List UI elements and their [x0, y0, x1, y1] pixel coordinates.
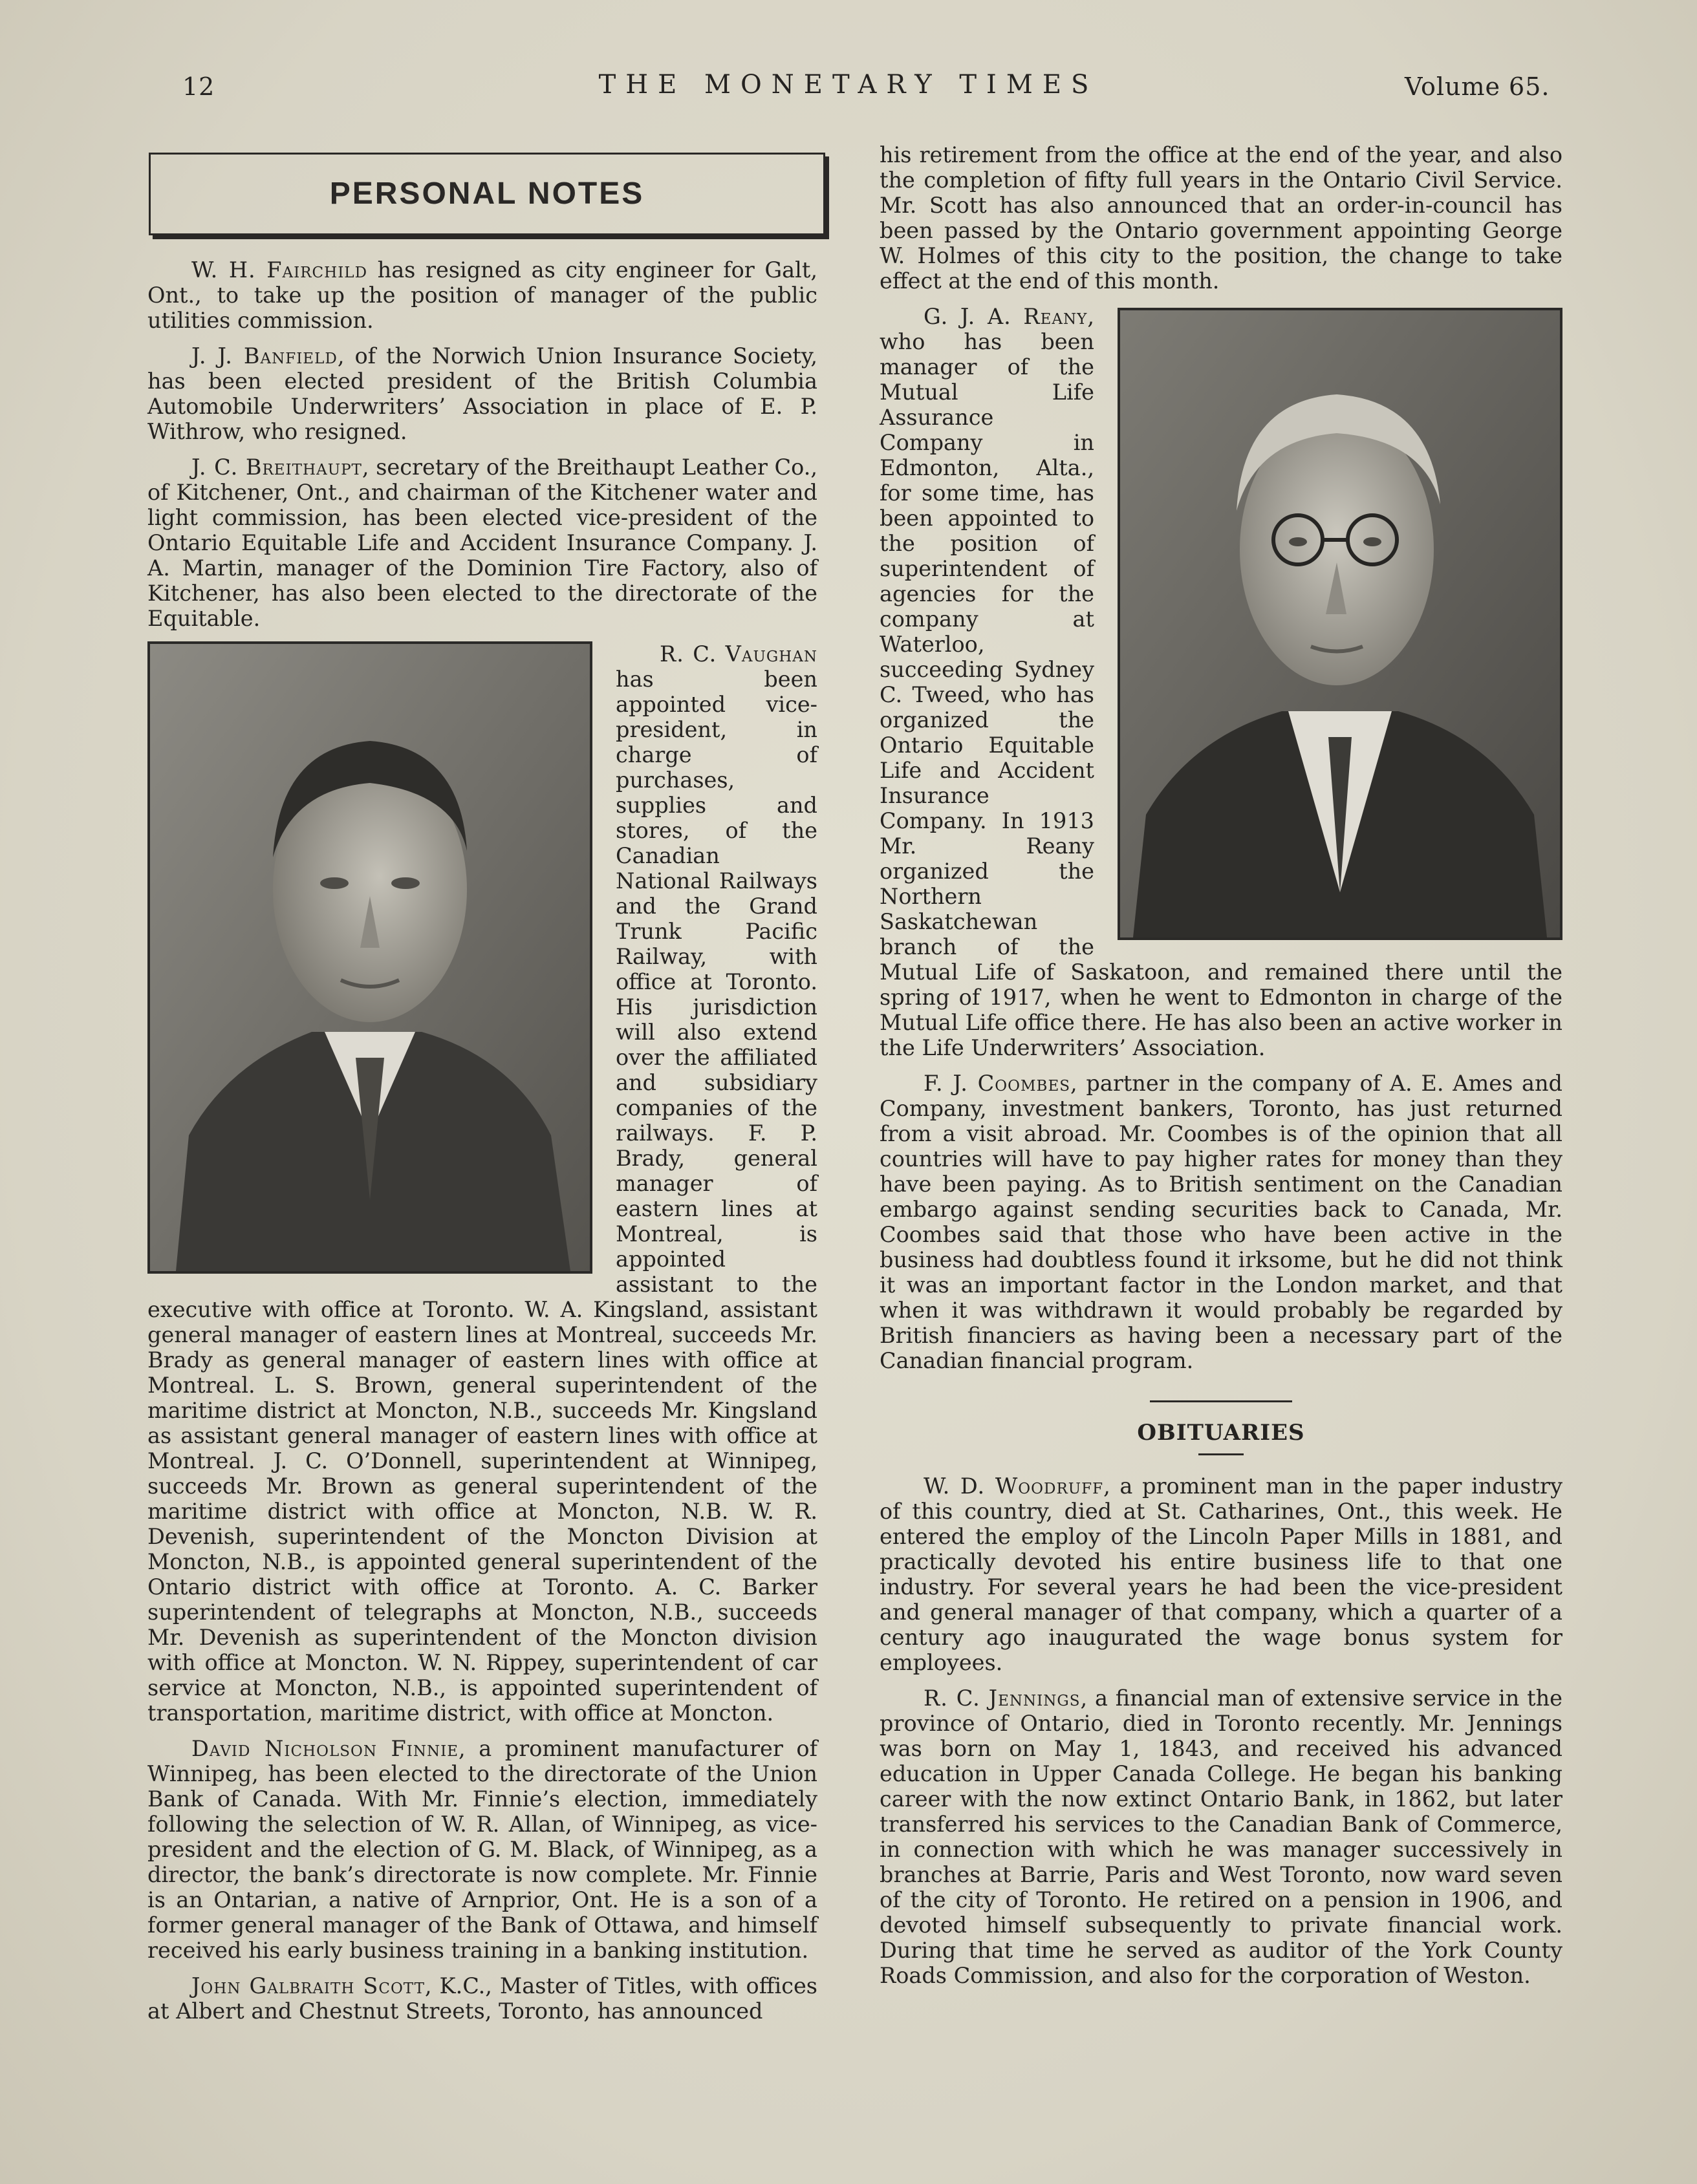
note-text: has resigned as city engineer for Galt, Ont., to take up the position of manager of the public utilities commission. [147, 257, 817, 333]
note-text: , partner in the company of A. E. Ames and Company, investment bankers, Toronto, has just returned from a visit abroad. Mr. Coombes is of the opinion that all countries will have to pay higher rates for money than they have been paying. As to British sentiment on the Canadian embargo against sending securities back to Canada, Mr. Coombes said that those who have been active in the business had doubtless found it irksome, but he did not think it was an important factor in the London market, and that when it was withdrawn it would probably be regarded by British financiers as having been a necessary part of the Canadian financial program. [880, 1071, 1563, 1373]
person-name: R. C. Jennings [924, 1686, 1081, 1711]
person-name: J. C. Breithaupt [191, 455, 362, 480]
person-name: G. J. A. Reany [924, 304, 1088, 329]
note-text: , of the Norwich Union Insurance Society, has been elected president of the British Columbia Automobile Underwriters’ Association in place of E. P. Withrow, who resigned. [147, 343, 817, 444]
person-name: W. H. Fairchild [191, 257, 368, 283]
person-name: R. C. Vaughan [660, 641, 817, 667]
section-divider [1150, 1400, 1292, 1402]
note-text: , who has been manager of the Mutual Life Assurance Company in Edmonton, Alta., for some time, has been appointed to the position of superintendent of agencies for the company at Waterloo, succeeding Sydney C. Tweed, who has organized the Ontario Equitable Life and Accident Insurance Company. In 1913 Mr. Reany organized the Northern Saskatchewan branch of the Mutual Life of Saskatoon, and remained there until the spring of 1917, when he went to Edmonton in charge of the Mutual Life office there. He has also been an active worker in the Life Underwriters’ Association. [880, 304, 1562, 1060]
note-scott-continued: his retirement from the office at the end of the year, and also the completion of fifty full years in the Ontario Civil Service. Mr. Scott has also announced that an order-in-council has been passed by the Ontario government appointing George W. Holmes of this city to the position, the change to take effect at the end of this month. [880, 142, 1562, 294]
portrait-image [150, 644, 590, 1271]
volume-label: Volume 65. [1405, 72, 1550, 101]
publication-title: THE MONETARY TIMES [598, 70, 1099, 100]
section-title-box [149, 153, 825, 235]
obituary-text: , a prominent man in the paper industry of this country, died at St. Catharines, Ont., this week. He entered the employ of the Lincoln Paper Mills in 1881, and practically devoted his entire business life to that one industry. For several years he had been the vice-president and general manager of that company, which a quarter of a century ago inaugurated the wage bonus system for employees. [880, 1473, 1562, 1675]
left-column [147, 257, 817, 2034]
note-finnie [147, 1736, 817, 1963]
note-text: , a prominent manufacturer of Winnipeg, has been elected to the directorate of the Union Bank of Canada. With Mr. Finnie’s election, immediately following the selection of W. R. Allan, of Winnipeg, as vice-president and the election of G. M. Black, of Winnipeg, as a director, the bank’s directorate is now complete. Mr. Finnie is an Ontarian, a native of Arnprior, Ont. He is a son of a former general manager of the Bank of Ottawa, and himself received his early business training in a banking institution. [147, 1736, 817, 1963]
note-coombes [880, 1071, 1562, 1373]
right-column [880, 142, 1562, 1998]
heading-rule [1198, 1453, 1244, 1455]
note-text: , K.C., Master of Titles, with offices at Albert and Chestnut Streets, Toronto, has announced [147, 1973, 817, 2024]
obituary-text: , a financial man of extensive service in the province of Ontario, died in Toronto recently. Mr. Jennings was born on May 1, 1843, and received his advanced education in Upper Canada College. He began his banking career with the now extinct Ontario Bank, in 1862, but later transferred his services to the Canadian Bank of Commerce, in connection with which he was manager successively in branches at Barrie, Paris and West Toronto, now ward seven of the city of Toronto. He retired on a pension in 1906, and devoted himself subsequently to private financial work. During that time he served as auditor of the York County Roads Commission, and also for the corporation of Weston. [880, 1686, 1562, 1988]
note-scott [147, 1973, 817, 2024]
section-title: PERSONAL NOTES [329, 177, 645, 211]
person-name: J. J. Banfield [191, 343, 338, 369]
portrait-photo-vaughan [147, 641, 592, 1274]
person-name: F. J. Coombes [924, 1071, 1071, 1096]
obituary-jennings [880, 1686, 1562, 1988]
obituaries-heading: OBITUARIES [1137, 1420, 1305, 1446]
note-fairchild [147, 257, 817, 333]
person-name: David Nicholson Finnie [191, 1736, 459, 1761]
portrait-image [1120, 310, 1560, 937]
note-text: , secretary of the Breithaupt Leather Co., of Kitchener, Ont., and chairman of the Kitchener water and light commission, has been elected vice-president of the Ontario Equitable Life and Accident Insurance Company. J. A. Martin, manager of the Dominion Tire Factory, also of Kitchener, has also been elected to the directorate of the Equitable. [147, 455, 817, 631]
note-text: has been appointed vice-president, in charge of purchases, supplies and stores, of the Canadian National Railways and the Grand Trunk Pacific Railway, with office at Toronto. His jurisdiction will also extend over the affiliated and subsidiary companies of the railways. F. P. Brady, general manager of eastern lines at Montreal, is appointed assistant to the executive with office at Toronto. W. A. Kingsland, assistant general manager of eastern lines at Montreal, succeeds Mr. Brady as general manager of eastern lines with office at Montreal. L. S. Brown, general superintendent of the maritime district at Moncton, N.B., succeeds Mr. Kingsland as assistant general manager of eastern lines with office at Montreal. J. C. O’Donnell, superintendent at Winnipeg, succeeds Mr. Brown as general superintendent of the maritime district with office at Moncton, N.B. W. R. Devenish, superintendent of the Moncton Division at Moncton, N.B., is appointed general superintendent of the Ontario district with office at Toronto. A. C. Barker superintendent of telegraphs at Moncton, N.B., succeeds Mr. Devenish as superintendent of the Moncton division with office at Moncton. W. N. Rippey, superintendent of car service at Moncton, N.B., is appointed superintendent of transportation, maritime district, with office at Moncton. [147, 667, 817, 1726]
page-number: 12 [182, 72, 215, 101]
note-breithaupt [147, 455, 817, 631]
obituary-woodruff [880, 1473, 1562, 1675]
person-name: John Galbraith Scott [191, 1973, 425, 1998]
portrait-photo-reany [1118, 308, 1562, 940]
note-banfield [147, 343, 817, 444]
person-name: W. D. Woodruff [924, 1473, 1104, 1499]
